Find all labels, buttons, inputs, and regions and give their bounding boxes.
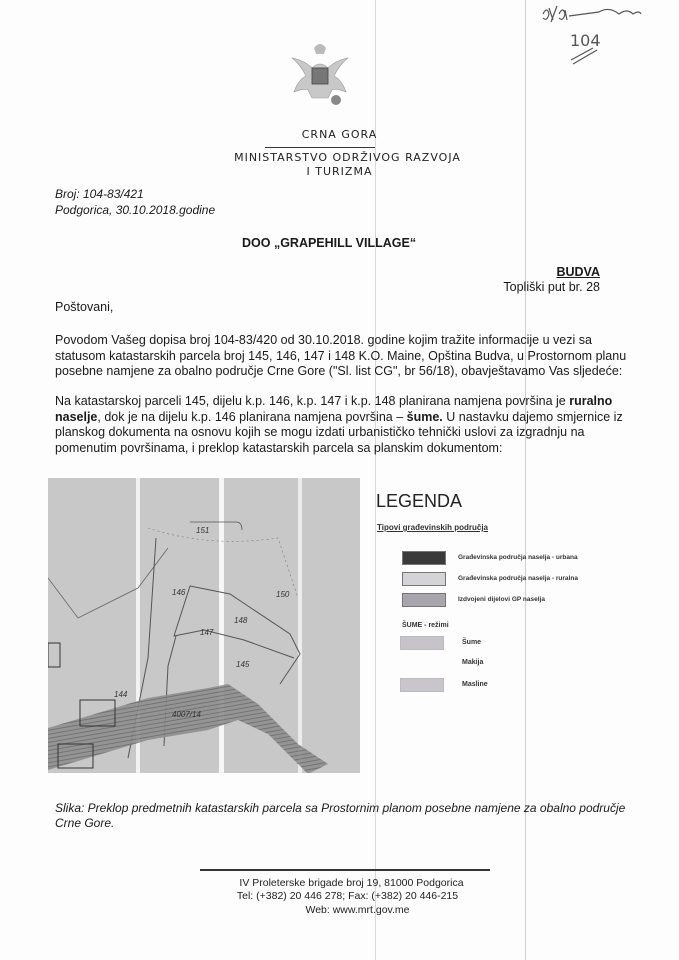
salutation: Poštovani, [55,300,114,314]
coat-of-arms-icon [288,40,352,112]
handwritten-number: 104 [570,31,601,50]
footer-phones: Tel: (+382) 20 446 278; Fax: (+382) 20 446-215 [236,890,459,902]
recipient-city: BUDVA [556,265,600,279]
header-divider [265,147,375,148]
emphasis-rural-settlement: ruralno naselje [55,394,613,424]
parcel-label: 144 [114,690,128,699]
parcel-label: 145 [236,660,250,669]
legend-swatch [402,593,446,607]
legend-swatch [402,551,446,565]
body-paragraph-2 [55,394,630,456]
recipient-street: Topliški put br. 28 [503,280,600,294]
legend-label: Šume [462,639,482,646]
body-paragraph-1: Povodom Vašeg dopisa broj 104-83/420 od 30.10.2018. godine kojim tražite informacije u vezi sa statusom katastarskih parcela broj 145, 146, 147 i 148 K.O. Maine, Opština Budva, u Prostornom planu posebne namjene za obalno područje Crne Gore ("Sl. list CG", br 56/18), obavještavamo Vas sljedeće: [55,333,627,378]
parcel-label: 151 [196,526,210,535]
footer-address: IV Proleterske brigade broj 19, 81000 Podgorica [239,877,464,889]
legend-label: Građevinska područja naselja - ruralna [458,575,578,582]
paragraph-text: Na katastarskoj parceli 145, dijelu k.p. 146, k.p. 147 i k.p. 148 planirana namjena površina je [55,394,570,408]
legend-swatch [402,572,446,586]
legend-subtitle: Tipovi građevinskih područja [377,523,488,532]
reference-number: Broj: 104-83/421 [55,187,144,201]
parcel-label: 147 [200,628,214,637]
legend-section-title: ŠUME - režimi [402,622,449,629]
ministry-name-line2: I TURIZMA [306,165,373,178]
footer-website: Web: www.mrt.gov.me [305,904,410,916]
legend-title: LEGENDA [376,491,463,511]
footer-divider [200,869,490,871]
cadastral-map [48,478,360,773]
legend-swatch [400,636,444,650]
parcel-label: 4007/14 [172,710,201,719]
parcel-label: 150 [276,590,290,599]
legend-label: Masline [462,681,488,688]
place-and-date: Podgorica, 30.10.2018.godine [55,203,216,217]
recipient-name: DOO „GRAPEHILL VILLAGE“ [242,236,417,250]
emphasis-forests: šume. [406,409,443,424]
parcel-label: 146 [172,588,186,597]
figure-caption: Slika: Preklop predmetnih katastarskih parcela sa Prostornim planom posebne namjene za obalno područje Crne Gore. [55,801,626,830]
handwritten-annotation [535,2,675,68]
legend-label: Izdvojeni dijelovi GP naselja [458,596,545,603]
country-name: CRNA GORA [301,128,378,141]
legend-swatch [400,678,444,692]
ministry-name: MINISTARSTVO ODRŽIVOG RAZVOJA [234,151,461,164]
parcel-label: 148 [234,616,248,625]
map-legend [360,478,660,773]
paragraph-text: U nastavku dajemo smjernice iz planskog dokumenta na osnovu kojih se mogu izdati urbanističko tehnički uslovi za izgradnju na pomenutim površinama, i preklop katastarskih parcela sa planskim dokumentom: [55,409,623,455]
legend-label: Građevinska područja naselja - urbana [458,554,578,561]
legend-label: Makija [462,659,484,666]
paragraph-text: , dok je na dijelu k.p. 146 planirana namjena površina – [97,409,407,424]
